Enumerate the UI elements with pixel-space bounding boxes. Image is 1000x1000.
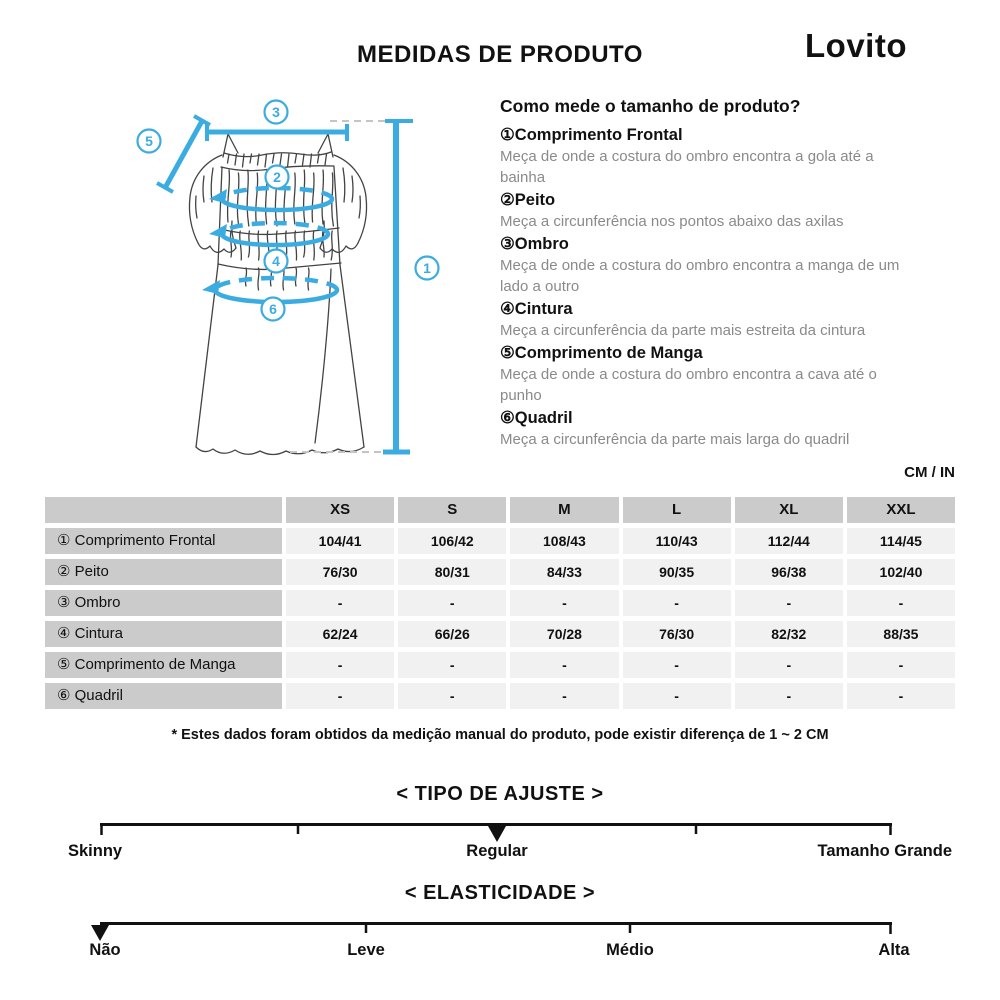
table-row (45, 621, 955, 647)
row-label: ③ Ombro (45, 590, 282, 616)
guide-item-title: ③Ombro (500, 235, 569, 253)
guide-item-title: ②Peito (500, 191, 556, 209)
measure-value-cell: - (398, 683, 506, 709)
elasticity-scale-label-0: Não (89, 941, 121, 959)
guide-item-2 (500, 190, 920, 232)
elasticity-scale-label-2: Médio (606, 941, 654, 959)
measure-value-cell: 112/44 (735, 528, 843, 554)
measure-value-cell: 62/24 (286, 621, 394, 647)
callout-6 (262, 298, 285, 321)
table-row (45, 652, 955, 678)
svg-text:6: 6 (269, 301, 277, 317)
svg-text:1: 1 (423, 260, 431, 276)
guide-item-desc: Meça a circunferência da parte mais estreita da cintura (500, 322, 866, 339)
measure-value-cell: - (623, 683, 731, 709)
table-row (45, 528, 955, 554)
guide-item-title: ④Cintura (500, 300, 573, 318)
unit-label: CM / IN (904, 464, 955, 481)
size-column-header: L (623, 497, 731, 523)
measure-value-cell: 82/32 (735, 621, 843, 647)
callout-5 (138, 130, 161, 153)
measure-value-cell: 110/43 (623, 528, 731, 554)
elasticity-scale-heading: < ELASTICIDADE > (404, 882, 596, 904)
measure-value-cell: - (286, 683, 394, 709)
guide-item-5 (500, 343, 920, 406)
row-label: ④ Cintura (45, 621, 282, 647)
elasticity-marker-triangle (91, 925, 109, 941)
row-label: ① Comprimento Frontal (45, 528, 282, 554)
elasticity-scale-label-1: Leve (347, 941, 385, 959)
measure-guide-heading: Como mede o tamanho de produto? (500, 96, 801, 116)
measure-value-cell: 76/30 (623, 621, 731, 647)
measure-value-cell: 84/33 (510, 559, 618, 585)
svg-text:4: 4 (272, 253, 280, 269)
measure-value-cell: 106/42 (398, 528, 506, 554)
measure-value-cell: - (623, 652, 731, 678)
size-column-header: M (510, 497, 618, 523)
guide-item-desc: Meça de onde a costura do ombro encontra a cava até o punho (500, 366, 877, 404)
measure-value-cell: 76/30 (286, 559, 394, 585)
guide-item-title: ⑤Comprimento de Manga (500, 344, 703, 362)
measure-guide-list (500, 125, 920, 450)
table-row (45, 559, 955, 585)
dress-diagram (85, 85, 455, 475)
measure-value-cell: - (735, 590, 843, 616)
fit-scale-label-2: Tamanho Grande (817, 842, 952, 860)
measure-value-cell: - (398, 590, 506, 616)
measure-value-cell: - (510, 683, 618, 709)
callout-2 (266, 166, 289, 189)
fit-scale-labels (0, 842, 1000, 864)
size-table (45, 497, 955, 714)
measure-value-cell: - (398, 652, 506, 678)
size-column-header: XXL (847, 497, 955, 523)
measure-value-cell: - (847, 652, 955, 678)
guide-item-desc: Meça a circunferência nos pontos abaixo das axilas (500, 213, 844, 230)
reference-dashes (290, 121, 404, 452)
measure-value-cell: - (847, 683, 955, 709)
callout-1 (416, 257, 439, 280)
measure-value-cell: - (735, 683, 843, 709)
fit-scale-label-1: Regular (466, 842, 528, 860)
measure-note: * Estes dados foram obtidos da medição manual do produto, pode existir diferença de 1 ~ 2 CM (171, 727, 829, 743)
measure-value-cell: - (847, 590, 955, 616)
guide-item-desc: Meça a circunferência da parte mais larga do quadril (500, 431, 850, 448)
page-title: MEDIDAS DE PRODUTO (357, 41, 643, 68)
measure-value-cell: 108/43 (510, 528, 618, 554)
guide-item-title: ①Comprimento Frontal (500, 126, 683, 144)
size-table-corner-cell (45, 497, 282, 523)
size-table-header (45, 497, 955, 523)
svg-text:2: 2 (273, 169, 281, 185)
measure-value-cell: - (510, 590, 618, 616)
fit-scale-heading: < TIPO DE AJUSTE > (396, 783, 604, 805)
measure-value-cell: 102/40 (847, 559, 955, 585)
measure-value-cell: 66/26 (398, 621, 506, 647)
measure-value-cell: - (286, 652, 394, 678)
guide-item-title: ⑥Quadril (500, 409, 573, 427)
elasticity-scale-labels (0, 941, 1000, 963)
measure-value-cell: - (735, 652, 843, 678)
size-column-header: XL (735, 497, 843, 523)
size-column-header: XS (286, 497, 394, 523)
size-table-body (45, 528, 955, 709)
measure-value-cell: 114/45 (847, 528, 955, 554)
fit-marker-triangle (488, 826, 506, 842)
measure-value-cell: 90/35 (623, 559, 731, 585)
guide-item-desc: Meça de onde a costura do ombro encontra a manga de um lado a outro (500, 257, 900, 295)
measure-value-cell: 104/41 (286, 528, 394, 554)
guide-item-1 (500, 125, 920, 188)
measure-value-cell: 88/35 (847, 621, 955, 647)
svg-text:5: 5 (145, 133, 153, 149)
callout-4 (265, 250, 288, 273)
callout-3 (265, 101, 288, 124)
measure-value-cell: 96/38 (735, 559, 843, 585)
measure-value-cell: - (510, 652, 618, 678)
fit-scale-label-0: Skinny (68, 842, 123, 860)
measure-guide (500, 96, 920, 450)
elasticity-scale-label-3: Alta (878, 941, 910, 959)
measure-value-cell: - (623, 590, 731, 616)
measure-annotations (157, 116, 413, 452)
guide-item-4 (500, 299, 920, 341)
guide-item-3 (500, 234, 920, 297)
row-label: ⑥ Quadril (45, 683, 282, 709)
guide-item-6 (500, 408, 920, 450)
table-row (45, 590, 955, 616)
brand-logo: Lovito (805, 27, 907, 64)
guide-item-desc: Meça de onde a costura do ombro encontra a gola até a bainha (500, 148, 874, 186)
row-label: ② Peito (45, 559, 282, 585)
table-row (45, 683, 955, 709)
measure-value-cell: - (286, 590, 394, 616)
row-label: ⑤ Comprimento de Manga (45, 652, 282, 678)
measure-value-cell: 80/31 (398, 559, 506, 585)
measure-value-cell: 70/28 (510, 621, 618, 647)
size-column-header: S (398, 497, 506, 523)
svg-text:3: 3 (272, 104, 280, 120)
